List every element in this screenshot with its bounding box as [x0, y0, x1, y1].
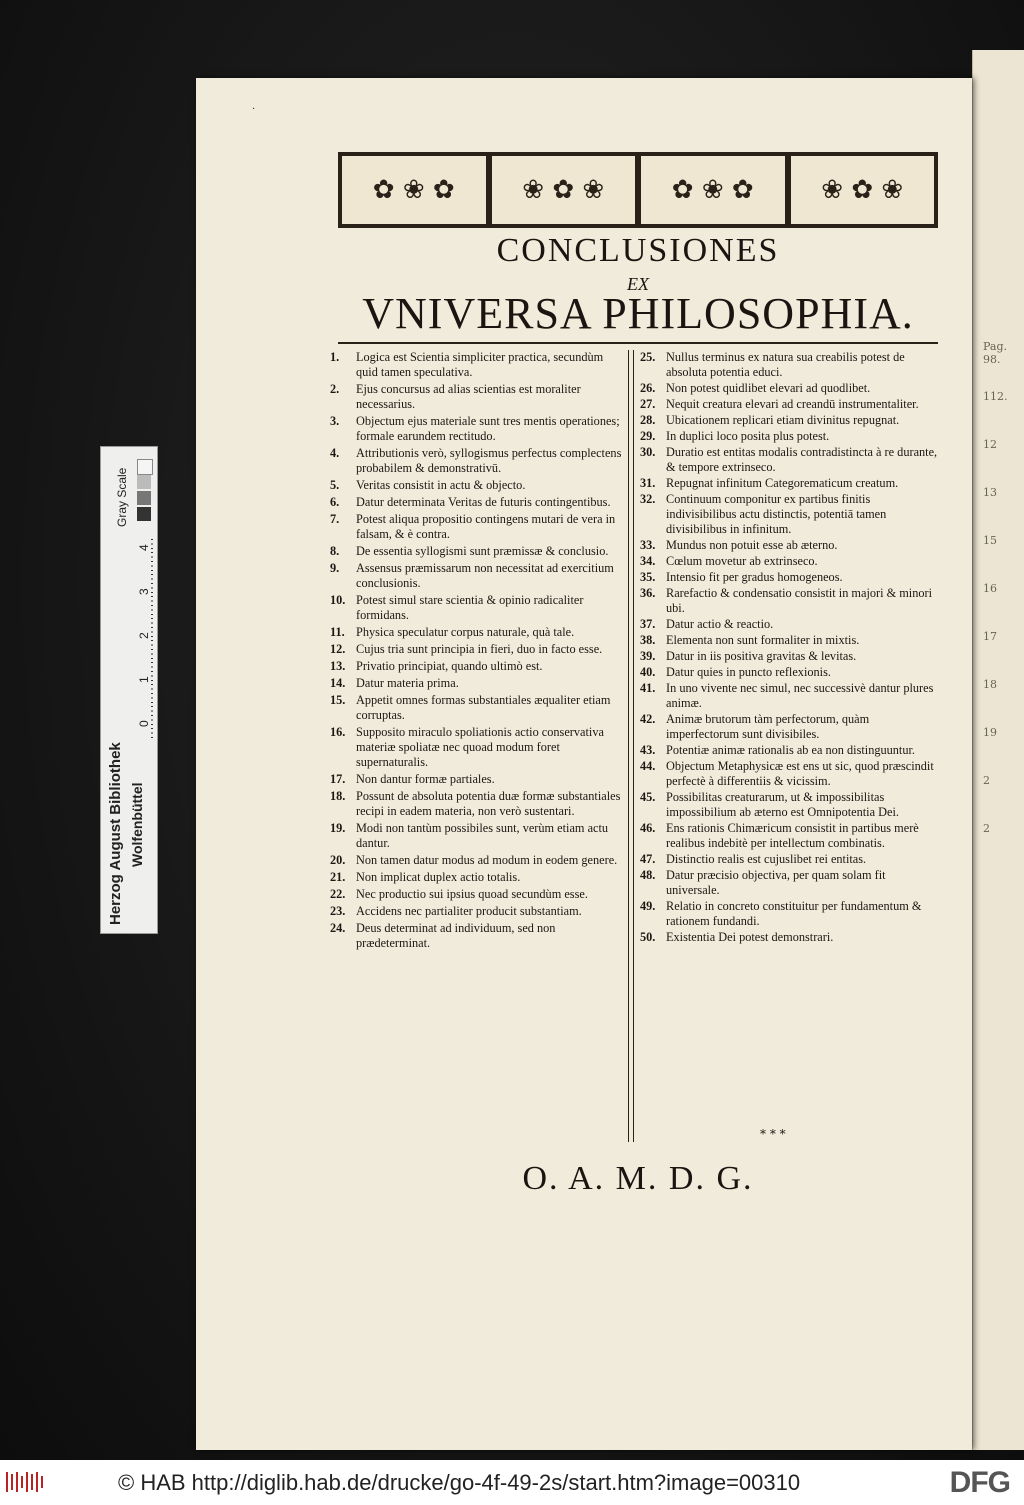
conclusion-number: 7. — [330, 512, 340, 526]
ruler-library-name: Herzog August Bibliothek — [107, 742, 124, 925]
conclusion-text: Datur quies in puncto reflexionis. — [666, 665, 831, 679]
conclusion-number: 34. — [640, 554, 656, 568]
conclusion-text: De essentia syllogismi sunt præmissæ & conclusio. — [356, 544, 609, 558]
edge-label: 18 — [983, 678, 997, 691]
conclusion-item — [640, 649, 940, 664]
hab-logo-icon — [6, 1470, 46, 1494]
conclusion-text: Rarefactio & condensatio consistit in majori & minori ubi. — [666, 586, 933, 615]
conclusion-number: 22. — [330, 887, 346, 901]
flower-ornament-icon: ✿ ❀ ✿ — [342, 156, 486, 224]
conclusion-item — [640, 868, 940, 898]
gray-patch — [137, 507, 151, 521]
conclusion-number: 48. — [640, 868, 656, 882]
conclusion-item — [640, 413, 940, 428]
conclusion-item — [640, 476, 940, 491]
conclusion-item — [640, 899, 940, 929]
gray-patch — [137, 459, 153, 475]
edge-label: 16 — [983, 582, 997, 595]
ruler-mark: 3 — [137, 588, 151, 595]
conclusion-number: 45. — [640, 790, 656, 804]
ruler-mark: 2 — [137, 632, 151, 639]
conclusion-item — [640, 445, 940, 475]
page-mark: · — [252, 104, 256, 115]
conclusion-number: 21. — [330, 870, 346, 884]
conclusion-text: Non dantur formæ partiales. — [356, 772, 495, 786]
conclusion-text: Duratio est entitas modalis contradistincta à re durante, & tempore extrinseco. — [666, 445, 938, 474]
conclusion-number: 30. — [640, 445, 656, 459]
conclusion-item — [640, 821, 940, 851]
stars-ornament: * * * — [760, 1127, 786, 1141]
conclusion-text: Datur præcisio objectiva, per quam solam fit universale. — [666, 868, 886, 897]
conclusion-item — [640, 381, 940, 396]
conclusion-text: Possunt de absoluta potentia duæ formæ substantiales recipi in eadem materia, non verò sustentari. — [356, 789, 621, 818]
conclusion-number: 31. — [640, 476, 656, 490]
conclusion-item — [330, 821, 628, 851]
conclusion-text: Accidens nec partialiter producit substantiam. — [356, 904, 582, 918]
ruler-mark: 4 — [137, 544, 151, 551]
conclusion-number: 9. — [330, 561, 340, 575]
ornamental-header-band — [338, 152, 938, 228]
conclusion-text: Deus determinat ad individuum, sed non prædeterminat. — [356, 921, 556, 950]
conclusion-text: Distinctio realis est cujuslibet rei entitas. — [666, 852, 867, 866]
conclusion-text: Objectum Metaphysicæ est ens ut sic, quod præscindit perfectè à differentiis & vicissim. — [666, 759, 934, 788]
conclusion-number: 8. — [330, 544, 340, 558]
conclusion-number: 32. — [640, 492, 656, 506]
conclusion-text: Physica speculatur corpus naturale, quà tale. — [356, 625, 575, 639]
conclusion-text: Relatio in concreto constituitur per fundamentum & rationem fundandi. — [666, 899, 922, 928]
conclusion-item — [330, 625, 628, 640]
conclusion-number: 28. — [640, 413, 656, 427]
conclusion-text: In uno vivente nec simul, nec successivè dantur plures animæ. — [666, 681, 934, 710]
conclusion-text: Intensio fit per gradus homogeneos. — [666, 570, 843, 584]
conclusion-text: Animæ brutorum tàm perfectorum, quàm imperfectorum sunt divisibiles. — [666, 712, 870, 741]
conclusion-number: 3. — [330, 414, 340, 428]
edge-label: Pag. 98. — [983, 340, 1008, 366]
conclusion-number: 14. — [330, 676, 346, 690]
conclusion-number: 10. — [330, 593, 346, 607]
edge-label: 2 — [983, 774, 990, 787]
conclusion-text: Possibilitas creaturarum, ut & impossibilitas impossibilium ab æterno est Omnipotentia Dei. — [666, 790, 899, 819]
conclusion-text: Supposito miraculo spoliationis actio conservativa materiæ spoliatæ nec quoad modum foret supernaturalis. — [356, 725, 604, 769]
conclusion-item — [330, 870, 628, 885]
conclusion-number: 4. — [330, 446, 340, 460]
conclusion-item — [330, 789, 628, 819]
conclusion-number: 11. — [330, 625, 345, 639]
conclusion-number: 25. — [640, 350, 656, 364]
conclusion-number: 15. — [330, 693, 346, 707]
footer-copyright-link[interactable]: © HAB http://diglib.hab.de/drucke/go-4f-49-2s/start.htm?image=00310 — [118, 1469, 801, 1495]
footer-bar — [0, 1460, 1024, 1505]
conclusion-number: 42. — [640, 712, 656, 726]
conclusion-text: Continuum componitur ex partibus finitis indivisibilibus actu distinctis, potentiā tamen divisibilibus in infinitum. — [666, 492, 887, 536]
conclusion-number: 17. — [330, 772, 346, 786]
flower-ornament-icon: ❀ ✿ ❀ — [492, 156, 636, 224]
conclusion-text: Potest aliqua propositio contingens mutari de vera in falsam, & è contra. — [356, 512, 616, 541]
conclusion-item — [330, 382, 628, 412]
conclusion-text: Assensus præmissarum non necessitat ad exercitium conclusionis. — [356, 561, 614, 590]
conclusion-item — [330, 561, 628, 591]
conclusion-number: 50. — [640, 930, 656, 944]
conclusion-number: 27. — [640, 397, 656, 411]
conclusion-number: 23. — [330, 904, 346, 918]
conclusion-text: Privatio principiat, quando ultimò est. — [356, 659, 543, 673]
flower-ornament-icon: ❀ ✿ ❀ — [791, 156, 935, 224]
conclusion-number: 33. — [640, 538, 656, 552]
conclusion-item — [330, 512, 628, 542]
conclusion-number: 29. — [640, 429, 656, 443]
gray-patch — [137, 475, 151, 489]
conclusion-text: Veritas consistit in actu & objecto. — [356, 478, 526, 492]
ruler-mark: 1 — [137, 676, 151, 683]
conclusion-text: Appetit omnes formas substantiales æqualiter etiam corruptas. — [356, 693, 611, 722]
conclusion-text: Mundus non potuit esse ab æterno. — [666, 538, 838, 552]
title-universa-philosophia: VNIVERSA PHILOSOPHIA. — [362, 289, 914, 338]
conclusion-item — [330, 725, 628, 770]
conclusion-item — [330, 693, 628, 723]
conclusion-text: Datur actio & reactio. — [666, 617, 774, 631]
conclusion-number: 13. — [330, 659, 346, 673]
conclusion-text: Cujus tria sunt principia in fieri, duo in facto esse. — [356, 642, 603, 656]
right-column — [640, 350, 940, 946]
ruler-city: Wolfenbüttel — [129, 782, 145, 867]
conclusion-number: 37. — [640, 617, 656, 631]
conclusion-number: 47. — [640, 852, 656, 866]
conclusion-text: Non tamen datur modus ad modum in eodem genere. — [356, 853, 618, 867]
conclusion-item — [330, 446, 628, 476]
conclusion-text: In duplici loco posita plus potest. — [666, 429, 830, 443]
edge-label: 12 — [983, 438, 997, 451]
edge-label: 2 — [983, 822, 990, 835]
conclusion-text: Logica est Scientia simpliciter practica, secundùm quid tamen speculativa. — [356, 350, 604, 379]
conclusion-text: Datur determinata Veritas de futuris contingentibus. — [356, 495, 611, 509]
conclusion-item — [640, 397, 940, 412]
conclusion-item — [330, 772, 628, 787]
conclusion-number: 5. — [330, 478, 340, 492]
conclusion-item — [640, 429, 940, 444]
conclusion-item — [330, 904, 628, 919]
conclusion-item — [640, 554, 940, 569]
edge-label: 15 — [983, 534, 997, 547]
conclusion-text: Elementa non sunt formaliter in mixtis. — [666, 633, 860, 647]
edge-label: 17 — [983, 630, 997, 643]
conclusion-number: 38. — [640, 633, 656, 647]
conclusion-text: Modi non tantùm possibiles sunt, verùm etiam actu dantur. — [356, 821, 609, 850]
edge-label: 13 — [983, 486, 997, 499]
conclusion-number: 43. — [640, 743, 656, 757]
conclusion-item — [640, 570, 940, 585]
conclusion-text: Ubicationem replicari etiam divinitus repugnat. — [666, 413, 900, 427]
conclusion-item — [640, 930, 940, 945]
conclusion-item — [330, 495, 628, 510]
conclusion-item — [640, 586, 940, 616]
flower-ornament-icon: ✿ ❀ ✿ — [641, 156, 785, 224]
conclusion-item — [330, 887, 628, 902]
conclusion-number: 6. — [330, 495, 340, 509]
conclusion-item — [640, 790, 940, 820]
conclusion-item — [330, 676, 628, 691]
conclusion-number: 12. — [330, 642, 346, 656]
ruler-mark: 0 — [137, 720, 151, 727]
conclusion-text: Ens rationis Chimæricum consistit in partibus merè realibus indebitè per intellectum combinatis. — [666, 821, 919, 850]
conclusion-number: 44. — [640, 759, 656, 773]
conclusion-number: 16. — [330, 725, 346, 739]
conclusion-item — [330, 414, 628, 444]
edge-label: 19 — [983, 726, 997, 739]
conclusion-text: Non implicat duplex actio totalis. — [356, 870, 521, 884]
conclusion-text: Attributionis verò, syllogismus perfectus complectens probabilem & demonstrativū. — [356, 446, 622, 475]
conclusion-item — [330, 593, 628, 623]
conclusion-text: Objectum ejus materiale sunt tres mentis operationes; formale earundem rectitudo. — [356, 414, 620, 443]
conclusion-item — [640, 681, 940, 711]
conclusion-item — [640, 743, 940, 758]
conclusion-number: 46. — [640, 821, 656, 835]
conclusion-item — [330, 478, 628, 493]
conclusion-number: 49. — [640, 899, 656, 913]
gray-patch — [137, 491, 151, 505]
conclusion-text: Repugnat infinitum Categorematicum creatum. — [666, 476, 899, 490]
conclusion-item — [640, 712, 940, 742]
dfg-logo: DFG — [949, 1466, 1010, 1499]
conclusion-number: 26. — [640, 381, 656, 395]
conclusion-item — [640, 852, 940, 867]
conclusion-item — [330, 853, 628, 868]
adjacent-page-edge — [972, 50, 1024, 1450]
conclusion-text: Cœlum movetur ab extrinseco. — [666, 554, 818, 568]
conclusion-number: 24. — [330, 921, 346, 935]
conclusion-number: 2. — [330, 382, 340, 396]
conclusion-text: Non potest quidlibet elevari ad quodlibet. — [666, 381, 871, 395]
conclusion-text: Nullus terminus ex natura sua creabilis potest de absoluta potentia educi. — [666, 350, 905, 379]
conclusion-item — [640, 759, 940, 789]
conclusion-text: Datur in iis positiva gravitas & levitas. — [666, 649, 857, 663]
motto-oamdg: O. A. M. D. G. — [522, 1160, 754, 1197]
conclusion-number: 39. — [640, 649, 656, 663]
conclusion-item — [640, 633, 940, 648]
conclusion-item — [640, 492, 940, 537]
conclusion-item — [330, 659, 628, 674]
conclusion-number: 1. — [330, 350, 340, 364]
scale-ruler — [100, 446, 158, 934]
ruler-ticks — [151, 539, 153, 739]
title-ex: EX — [627, 274, 649, 294]
ruler-gray-scale-label: Gray Scale — [115, 467, 129, 527]
conclusion-item — [640, 617, 940, 632]
conclusion-item — [640, 665, 940, 680]
conclusion-item — [330, 350, 628, 380]
title-conclusiones: CONCLUSIONES — [496, 232, 780, 269]
conclusion-text: Potest simul stare scientia & opinio radicaliter formidans. — [356, 593, 584, 622]
left-column — [330, 350, 628, 953]
conclusion-item — [330, 921, 628, 951]
conclusion-item — [330, 544, 628, 559]
conclusion-number: 35. — [640, 570, 656, 584]
conclusion-number: 20. — [330, 853, 346, 867]
conclusion-item — [640, 538, 940, 553]
column-divider — [628, 350, 634, 1142]
conclusion-text: Nec productio sui ipsius quoad secundùm esse. — [356, 887, 588, 901]
conclusion-item — [330, 642, 628, 657]
title-rule — [338, 342, 938, 344]
conclusion-number: 36. — [640, 586, 656, 600]
conclusion-text: Datur materia prima. — [356, 676, 459, 690]
conclusion-text: Potentiæ animæ rationalis ab ea non distinguuntur. — [666, 743, 915, 757]
conclusion-number: 19. — [330, 821, 346, 835]
conclusion-text: Ejus concursus ad alias scientias est moraliter necessarius. — [356, 382, 581, 411]
conclusion-text: Nequit creatura elevari ad creandū instrumentaliter. — [666, 397, 919, 411]
conclusion-item — [640, 350, 940, 380]
conclusion-number: 41. — [640, 681, 656, 695]
conclusion-text: Existentia Dei potest demonstrari. — [666, 930, 834, 944]
conclusion-number: 18. — [330, 789, 346, 803]
edge-label: 112. — [983, 390, 1008, 403]
conclusion-number: 40. — [640, 665, 656, 679]
